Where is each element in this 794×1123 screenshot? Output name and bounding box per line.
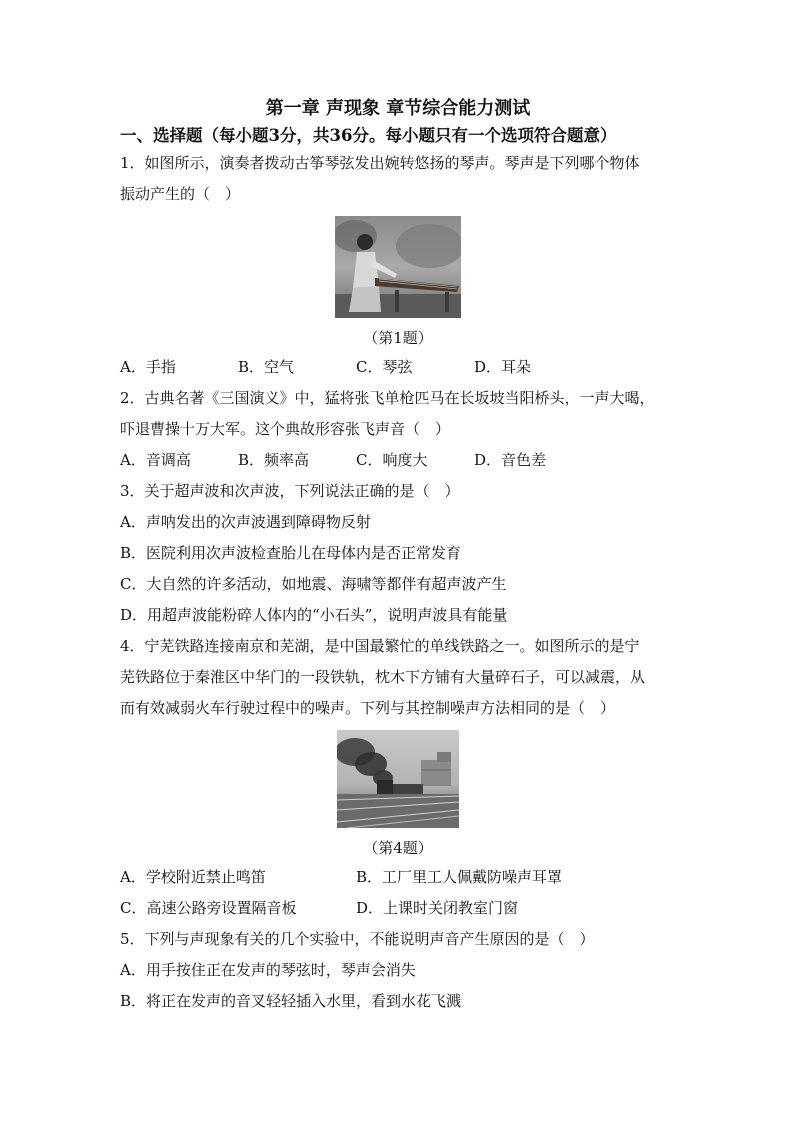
option-b: B．工厂里工人佩戴防噪声耳罩 bbox=[356, 868, 563, 886]
question-2-stem-line-2: 吓退曹操十万大军。这个典故形容张飞声音（ ） bbox=[120, 420, 451, 438]
option-b: B．医院利用次声波检查胎儿在母体内是否正常发育 bbox=[120, 544, 462, 562]
question-3 bbox=[120, 476, 676, 631]
question-2-stem-line-1: 2．古典名著《三国演义》中，猛将张飞单枪匹马在长坂坡当阳桥头，一声大喝， bbox=[120, 389, 655, 407]
question-4-stem-line-2: 芜铁路位于秦淮区中华门的一段铁轨，枕木下方铺有大量碎石子，可以减震，从 bbox=[120, 668, 646, 686]
question-1-figure bbox=[120, 216, 676, 352]
question-2-options bbox=[120, 445, 676, 476]
question-4-figure bbox=[120, 730, 676, 862]
option-b: B．将正在发声的音叉轻轻插入水里，看到水花飞溅 bbox=[120, 992, 462, 1010]
question-1 bbox=[120, 148, 676, 383]
question-4 bbox=[120, 631, 676, 924]
option-d: D．用超声波能粉碎人体内的“小石头”，说明声波具有能量 bbox=[120, 606, 508, 624]
question-5 bbox=[120, 924, 676, 1017]
option-d: D．音色差 bbox=[474, 451, 547, 469]
section-heading: 一、选择题（每小题3分，共36分。每小题只有一个选项符合题意） bbox=[120, 126, 617, 145]
question-1-stem-line-2: 振动产生的（ ） bbox=[120, 185, 241, 203]
option-a: A．用手按住正在发声的琴弦时，琴声会消失 bbox=[120, 961, 416, 979]
option-c: C．响度大 bbox=[356, 451, 428, 469]
question-4-options-row-2 bbox=[120, 893, 676, 924]
question-2 bbox=[120, 383, 676, 476]
page-title: 第一章 声现象 章节综合能力测试 bbox=[265, 98, 531, 119]
option-a: A．手指 bbox=[120, 358, 176, 376]
option-a: A．学校附近禁止鸣笛 bbox=[120, 868, 266, 886]
question-4-figure-caption: （第4题） bbox=[363, 839, 433, 857]
option-c: C．大自然的许多活动，如地震、海啸等都伴有超声波产生 bbox=[120, 575, 507, 593]
option-a: A．音调高 bbox=[120, 451, 191, 469]
option-c: C．高速公路旁设置隔音板 bbox=[120, 899, 297, 917]
option-b: B．频率高 bbox=[238, 451, 310, 469]
question-1-figure-caption: （第1题） bbox=[363, 329, 433, 347]
question-1-stem-line-1: 1．如图所示，演奏者拨动古筝琴弦发出婉转悠扬的琴声。琴声是下列哪个物体 bbox=[120, 154, 640, 172]
question-4-stem-line-3: 而有效减弱火车行驶过程中的噪声。下列与其控制噪声方法相同的是（ ） bbox=[120, 699, 616, 717]
question-3-stem-line-1: 3．关于超声波和次声波，下列说法正确的是（ ） bbox=[120, 482, 460, 500]
question-5-stem-line-1: 5．下列与声现象有关的几个实验中，不能说明声音产生原因的是（ ） bbox=[120, 930, 595, 948]
option-d: D．耳朵 bbox=[474, 358, 532, 376]
question-4-stem-line-1: 4．宁芜铁路连接南京和芜湖，是中国最繁忙的单线铁路之一。如图所示的是宁 bbox=[120, 637, 640, 655]
question-1-options bbox=[120, 352, 676, 383]
option-b: B．空气 bbox=[238, 358, 295, 376]
option-a: A．声呐发出的次声波遇到障碍物反射 bbox=[120, 513, 371, 531]
option-c: C．琴弦 bbox=[356, 358, 413, 376]
option-d: D．上课时关闭教室门窗 bbox=[356, 899, 519, 917]
document-content bbox=[120, 96, 676, 1017]
railway-train-photo bbox=[337, 730, 459, 828]
question-4-options-row-1 bbox=[120, 862, 676, 893]
guzheng-player-photo bbox=[335, 216, 461, 318]
